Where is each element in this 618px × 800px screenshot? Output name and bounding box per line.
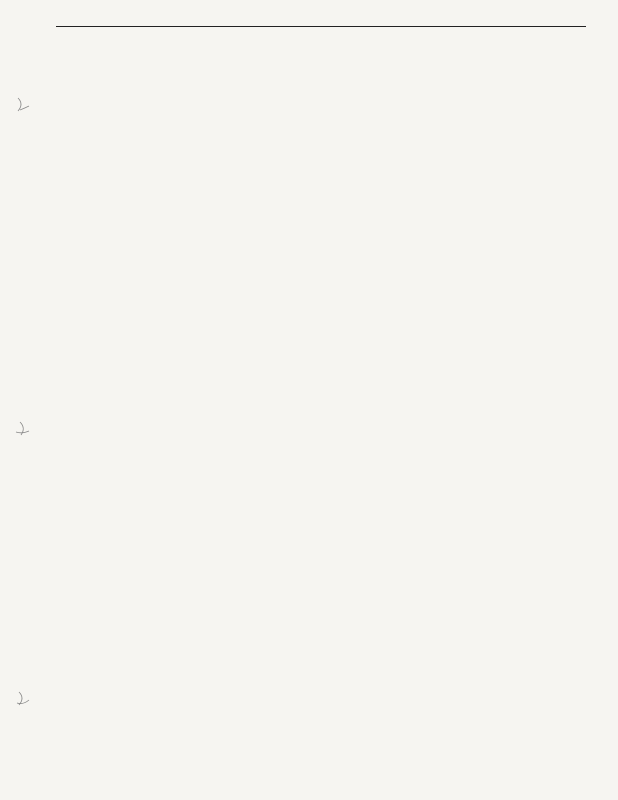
running-head [56,24,586,27]
binder-hole-mark-icon [14,96,32,114]
binder-hole-mark-icon [14,690,32,708]
binder-hole-mark-icon [14,420,32,438]
left-column [52,72,310,82]
